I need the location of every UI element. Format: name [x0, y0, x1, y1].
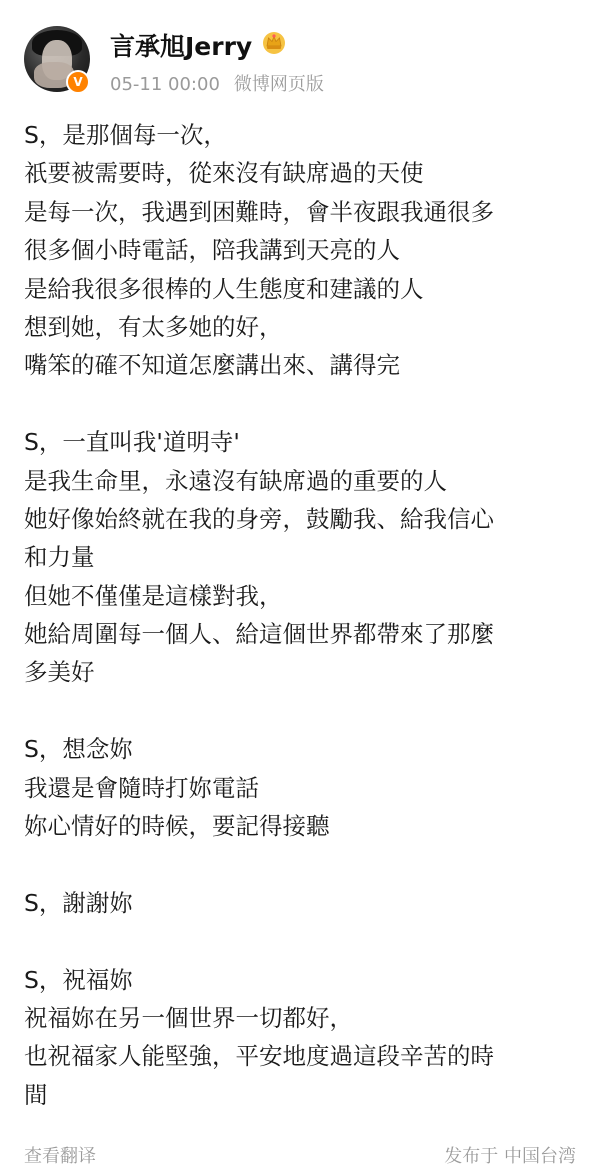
- post-text-line: 是我生命里，永遠沒有缺席過的重要的人: [24, 466, 447, 495]
- post-location: 发布于 中国台湾: [444, 1146, 576, 1167]
- post-text-line: 但她不僅僅是這樣對我，: [24, 581, 283, 610]
- author-name[interactable]: 言承旭Jerry: [110, 32, 253, 61]
- post-text-line: 祝福妳在另一個世界一切都好，: [24, 1003, 353, 1032]
- post-text-line: 我還是會隨時打妳電話: [24, 773, 259, 802]
- post-footer: [0, 1142, 600, 1167]
- post-text-line: 想到她，有太多她的好，: [24, 312, 283, 341]
- post-text-line: 也祝福家人能堅強，平安地度過這段辛苦的時: [24, 1042, 494, 1071]
- translate-link[interactable]: 查看翻译: [24, 1146, 96, 1167]
- blank-line: [24, 845, 580, 883]
- post-text-line: S，是那個每一次，: [24, 121, 227, 149]
- blank-line: [24, 385, 580, 423]
- blank-line: [24, 692, 580, 730]
- post-timestamp[interactable]: 05-11 00:00: [110, 74, 220, 95]
- post-text-line: S，謝謝妳: [24, 888, 133, 917]
- post-text-line: 很多個小時電話，陪我講到天亮的人: [24, 236, 400, 265]
- crown-icon: [261, 29, 287, 55]
- post-text-line: 她好像始終就在我的身旁，鼓勵我、給我信心: [24, 504, 494, 533]
- post-text-line: 祇要被需要時，從來沒有缺席過的天使: [24, 159, 424, 188]
- post-body: [24, 116, 580, 1114]
- post-text-line: S，祝福妳: [24, 965, 133, 994]
- post-text-line: S，一直叫我'道明寺': [24, 428, 240, 457]
- post-text-line: 她給周圍每一個人、給這個世界都帶來了那麼: [24, 620, 494, 649]
- post-text-line: 多美好: [24, 658, 95, 687]
- post-text-line: S，想念妳: [24, 735, 133, 764]
- post-text-line: 嘴笨的確不知道怎麼講出來、講得完: [24, 351, 400, 380]
- post-text-line: 是給我很多很棒的人生態度和建議的人: [24, 274, 424, 303]
- post-text-line: 和力量: [24, 543, 95, 572]
- post-meta: [110, 70, 324, 96]
- post-source: 微博网页版: [233, 74, 324, 95]
- post-text-line: 是每一次，我遇到困難時，會半夜跟我通很多: [24, 197, 494, 226]
- post-header: [0, 0, 600, 110]
- blank-line: [24, 922, 580, 960]
- post-text-line: 妳心情好的時候，要記得接聽: [24, 812, 330, 841]
- verified-badge-icon: V: [66, 70, 90, 94]
- post-text-line: 間: [24, 1080, 48, 1109]
